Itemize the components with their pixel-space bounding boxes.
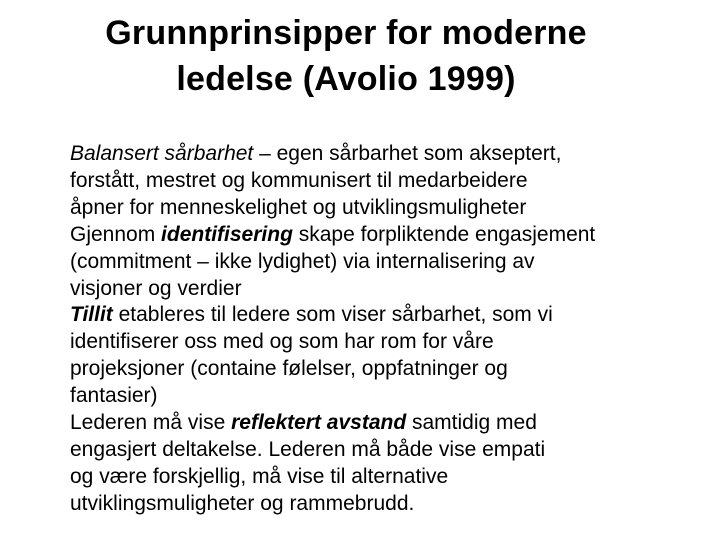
paragraph-tillit [70,302,710,410]
paragraph-line: engasjert deltakelse. Lederen må både vise empati [70,437,546,461]
term-identifisering: identifisering [161,222,293,246]
slide-title [0,10,692,102]
paragraph-line: åpner for menneskelighet og utviklingsmuligheter [70,195,527,219]
paragraph-identifisering [70,222,710,303]
term-balansert-sarbarhet: Balansert sårbarhet [70,142,254,165]
paragraph-line: forstått, mestret og kommunisert til medarbeidere [70,168,528,192]
paragraph-line: fantasier) [70,384,158,408]
paragraph-line: utviklingsmuligheter og rammebrudd. [70,491,415,515]
paragraph-text: skape forpliktende engasjement [292,222,596,246]
term-tillit: Tillit [70,303,113,327]
paragraph-line [70,302,710,329]
paragraph-reflektert-avstand [70,410,710,518]
paragraph-line [70,410,710,437]
paragraph-text: Gjennom [70,222,162,246]
paragraph-text: samtidig med [406,411,537,435]
paragraph-line: projeksjoner (containe følelser, oppfatninger og [70,357,508,381]
paragraph-text: – egen sårbarhet som akseptert, [253,142,562,165]
paragraph-line: visjoner og verdier [70,276,242,300]
slide-title-line-2: ledelse (Avolio 1999) [176,60,516,98]
term-reflektert-avstand: reflektert avstand [231,411,407,435]
paragraph-line: og være forskjellig, må vise til alternative [70,464,449,488]
paragraph-line: identifiserer oss med og som har rom for våre [70,330,494,354]
slide-title-line-1: Grunnprinsipper for moderne [105,14,587,52]
paragraph-text: etableres til ledere som viser sårbarhet, som vi [112,303,553,327]
paragraph-line: (commitment – ikke lydighet) via internalisering av [70,249,535,273]
paragraph-line [70,141,710,168]
paragraph-text: Lederen må vise [70,411,232,435]
paragraph-balansert-sarbarhet [70,141,710,222]
paragraph-line [70,222,710,249]
slide-body [70,141,710,518]
